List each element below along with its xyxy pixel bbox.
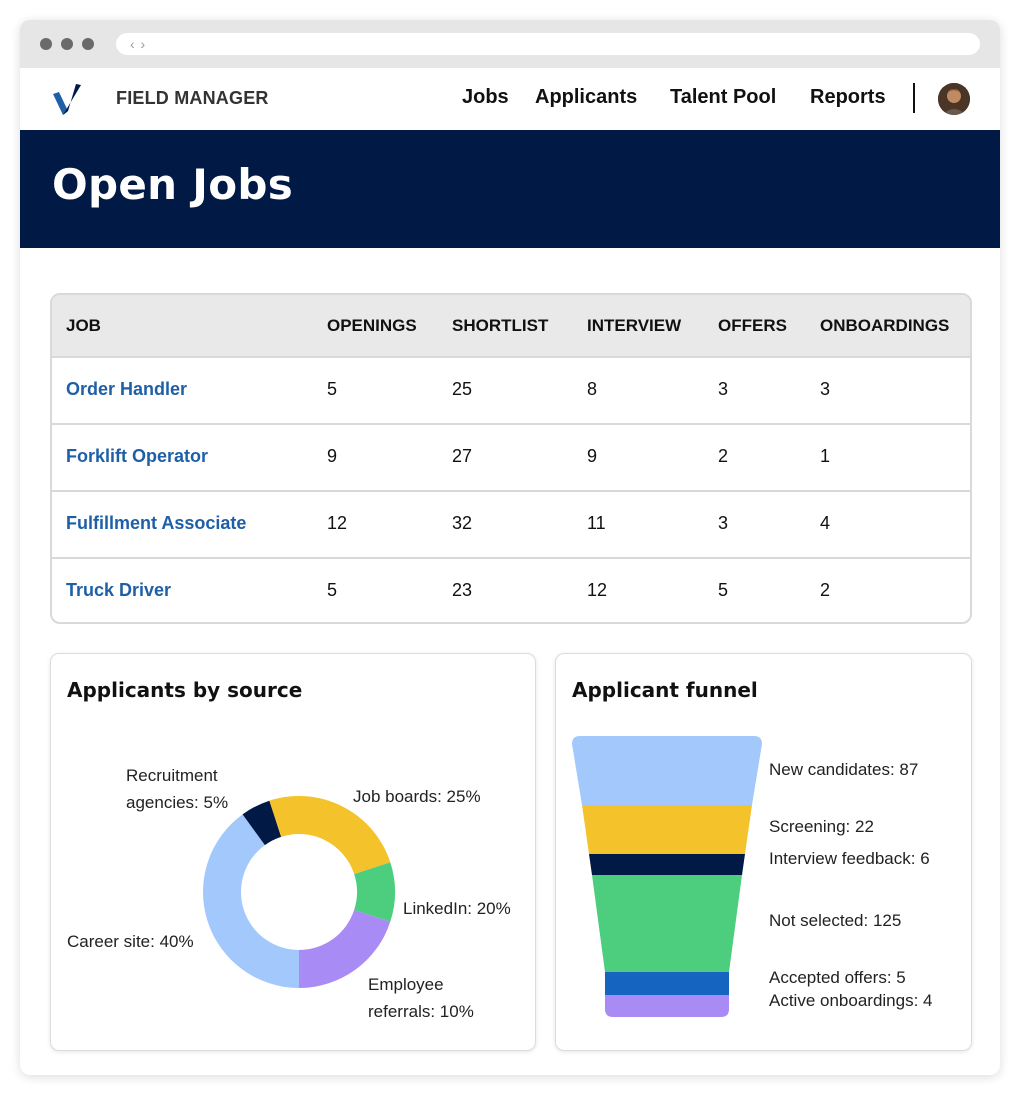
slice-label: LinkedIn: 20%: [403, 899, 511, 918]
source-chart-title: Applicants by source: [67, 678, 303, 702]
shortlist-cell: 25: [452, 379, 473, 399]
brand-name: FIELD MANAGER: [116, 88, 269, 108]
page-header-banner: [20, 130, 1000, 248]
nav-jobs[interactable]: Jobs: [462, 86, 509, 108]
onboardings-cell: 4: [820, 513, 831, 533]
job-link[interactable]: Fulfillment Associate: [66, 513, 247, 533]
window-maximize-dot[interactable]: [82, 38, 94, 50]
top-navigation: [20, 68, 1000, 130]
column-header-interview[interactable]: INTERVIEW: [587, 316, 682, 335]
page-title: Open Jobs: [52, 160, 294, 209]
funnel-stage-label: Screening: 22: [769, 817, 874, 836]
funnel-stage-label: Accepted offers: 5: [769, 968, 906, 987]
column-header-onboardings[interactable]: ONBOARDINGS: [820, 316, 950, 335]
offers-cell: 3: [718, 379, 729, 399]
offers-cell: 2: [718, 446, 729, 466]
job-link[interactable]: Order Handler: [66, 379, 188, 399]
funnel-stage[interactable]: [605, 995, 729, 1017]
column-header-openings[interactable]: OPENINGS: [327, 316, 417, 335]
source-donut-chart: [51, 654, 537, 1052]
slice-label: Job boards: 25%: [353, 787, 481, 806]
brand-logo-icon[interactable]: [50, 81, 86, 117]
browser-chrome: [20, 20, 1000, 68]
shortlist-cell: 23: [452, 580, 473, 600]
funnel-stage[interactable]: [572, 736, 762, 805]
avatar-portrait-icon: [938, 83, 970, 115]
nav-divider: [913, 83, 915, 113]
nav-applicants[interactable]: Applicants: [535, 86, 638, 108]
onboardings-cell: 2: [820, 580, 831, 600]
column-header-job[interactable]: JOB: [66, 316, 101, 335]
funnel-stage-label: Interview feedback: 6: [769, 849, 930, 868]
browser-window: [20, 20, 1000, 1075]
funnel-stage[interactable]: [592, 875, 742, 972]
openings-cell: 9: [327, 446, 338, 466]
openings-cell: 5: [327, 580, 338, 600]
nav-reports[interactable]: Reports: [810, 86, 886, 108]
job-link[interactable]: Forklift Operator: [66, 446, 209, 466]
table-row[interactable]: [52, 490, 970, 557]
address-bar[interactable]: [116, 33, 980, 55]
table-row[interactable]: [52, 423, 970, 490]
table-header: [52, 295, 970, 356]
onboardings-cell: 1: [820, 446, 831, 466]
applicants-by-source-card: [50, 653, 536, 1051]
window-close-dot[interactable]: [40, 38, 52, 50]
window-minimize-dot[interactable]: [61, 38, 73, 50]
applicant-funnel-card: [555, 653, 972, 1051]
donut-slice[interactable]: [203, 814, 299, 988]
interview-cell: 9: [587, 446, 598, 466]
slice-label: Employee referrals: 10%: [368, 975, 474, 1021]
funnel-stage[interactable]: [582, 805, 752, 854]
funnel-stage-label: Not selected: 125: [769, 911, 902, 930]
shortlist-cell: 32: [452, 513, 473, 533]
funnel-stage[interactable]: [589, 854, 745, 875]
job-link[interactable]: Truck Driver: [66, 580, 172, 600]
slice-label: Career site: 40%: [67, 932, 194, 951]
user-avatar[interactable]: [938, 83, 970, 115]
funnel-stage[interactable]: [605, 972, 729, 995]
openings-cell: 12: [327, 513, 348, 533]
shortlist-cell: 27: [452, 446, 473, 466]
openings-cell: 5: [327, 379, 338, 399]
code-brackets-icon: ‹ ›: [130, 36, 147, 52]
donut-slice[interactable]: [269, 796, 390, 874]
open-jobs-table: [50, 293, 972, 624]
funnel-chart-title: Applicant funnel: [572, 678, 758, 702]
column-header-shortlist[interactable]: SHORTLIST: [452, 316, 549, 335]
column-header-offers[interactable]: OFFERS: [718, 316, 787, 335]
interview-cell: 8: [587, 379, 598, 399]
interview-cell: 11: [587, 513, 606, 533]
funnel-stage-label: Active onboardings: 4: [769, 991, 933, 1010]
nav-talent-pool[interactable]: Talent Pool: [670, 86, 777, 108]
table-row[interactable]: [52, 356, 970, 423]
slice-label: Recruitment agencies: 5%: [126, 766, 229, 812]
offers-cell: 3: [718, 513, 729, 533]
table-row[interactable]: [52, 557, 970, 624]
interview-cell: 12: [587, 580, 608, 600]
onboardings-cell: 3: [820, 379, 831, 399]
offers-cell: 5: [718, 580, 729, 600]
funnel-stage-label: New candidates: 87: [769, 760, 919, 779]
applicant-funnel-chart: [556, 654, 973, 1052]
